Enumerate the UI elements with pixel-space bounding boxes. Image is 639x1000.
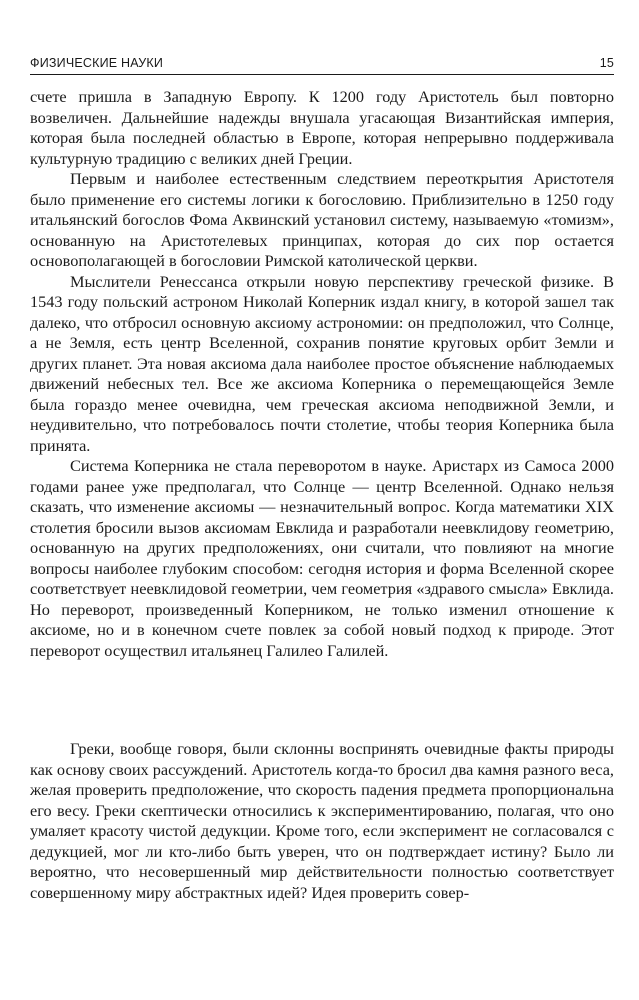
- running-head: [30, 56, 614, 74]
- page-number: 15: [599, 56, 614, 70]
- header-rule: [30, 74, 614, 75]
- second-section-text: [30, 739, 614, 903]
- main-text: [30, 87, 614, 661]
- paragraph-4: Система Коперника не стала переворотом в науке. Аристарх из Самоса 2000 годами ранее уже предполагал, что Солнце — центр Вселенной. Однако нельзя сказать, что изменение аксиомы — незначительный вопрос. Когда математики XIX столетия бросили вызов аксиомам Евклида и разработали неевклидову геометрию, основанную на других предположениях, они считали, что повлияют на многие вопросы наиболее глубоким способом: сегодня история и форма Вселенной скорее соответствует неевклидовой геометрии, чем геометрия «здравого смысла» Евклида. Но переворот, произведенный Коперником, не только изменил отношение к аксиоме, но и в конечном счете повлек за собой новый подход к природе. Этот переворот осуществил итальянец Галилео Галилей.: [30, 456, 614, 660]
- paragraph-5: Греки, вообще говоря, были склонны воспринять очевидные факты природы как основу своих рассуждений. Аристотель когда-то бросил два камня разного веса, желая проверить предположение, что скорость падения предмета пропорциональна его весу. Греки скептически относились к экспериментированию, полагая, что оно умаляет красоту чистой дедукции. Кроме того, если эксперимент не согласовался с дедукцией, мог ли кто-либо быть уверен, что он подтверждает истину? Было ли вероятно, что несовершенный мир действительности полностью соответствует совершенному миру абстрактных идей? Идея проверить совер-: [30, 739, 614, 902]
- paragraph-2: Первым и наиболее естественным следствием переоткрытия Аристотеля было применение его системы логики к богословию. Приблизительно в 1250 году итальянский богослов Фома Аквинский установил систему, называемую «томизм», основанную на Аристотелевых принципах, которая до сих пор остается основополагающей в богословии Римской католической церкви.: [30, 169, 614, 270]
- paragraph-3: Мыслители Ренессанса открыли новую перспективу греческой физике. В 1543 году польский астроном Николай Коперник издал книгу, в которой зашел так далеко, что отбросил основную аксиому астрономии: он предположил, что Солнце, а не Земля, есть центр Вселенной, сохранив понятие круговых орбит Земли и других планет. Эта новая аксиома дала наиболее простое объяснение наблюдаемых движений небесных тел. Все же аксиома Коперника о перемещающейся Земле была гораздо менее очевидна, чем греческая аксиома неподвижной Земли, и неудивительно, что потребовалось почти столетие, чтобы теория Коперника была принята.: [30, 271, 614, 455]
- section-title: ФИЗИЧЕСКИЕ НАУКИ: [30, 56, 164, 70]
- paragraph-1: счете пришла в Западную Европу. К 1200 году Аристотель был повторно возвеличен. Дальнейшие надежды внушала угасающая Византийская империя, которая была последней областью в Европе, которая непрерывно поддерживала культурную традицию с великих дней Греции.: [30, 87, 614, 168]
